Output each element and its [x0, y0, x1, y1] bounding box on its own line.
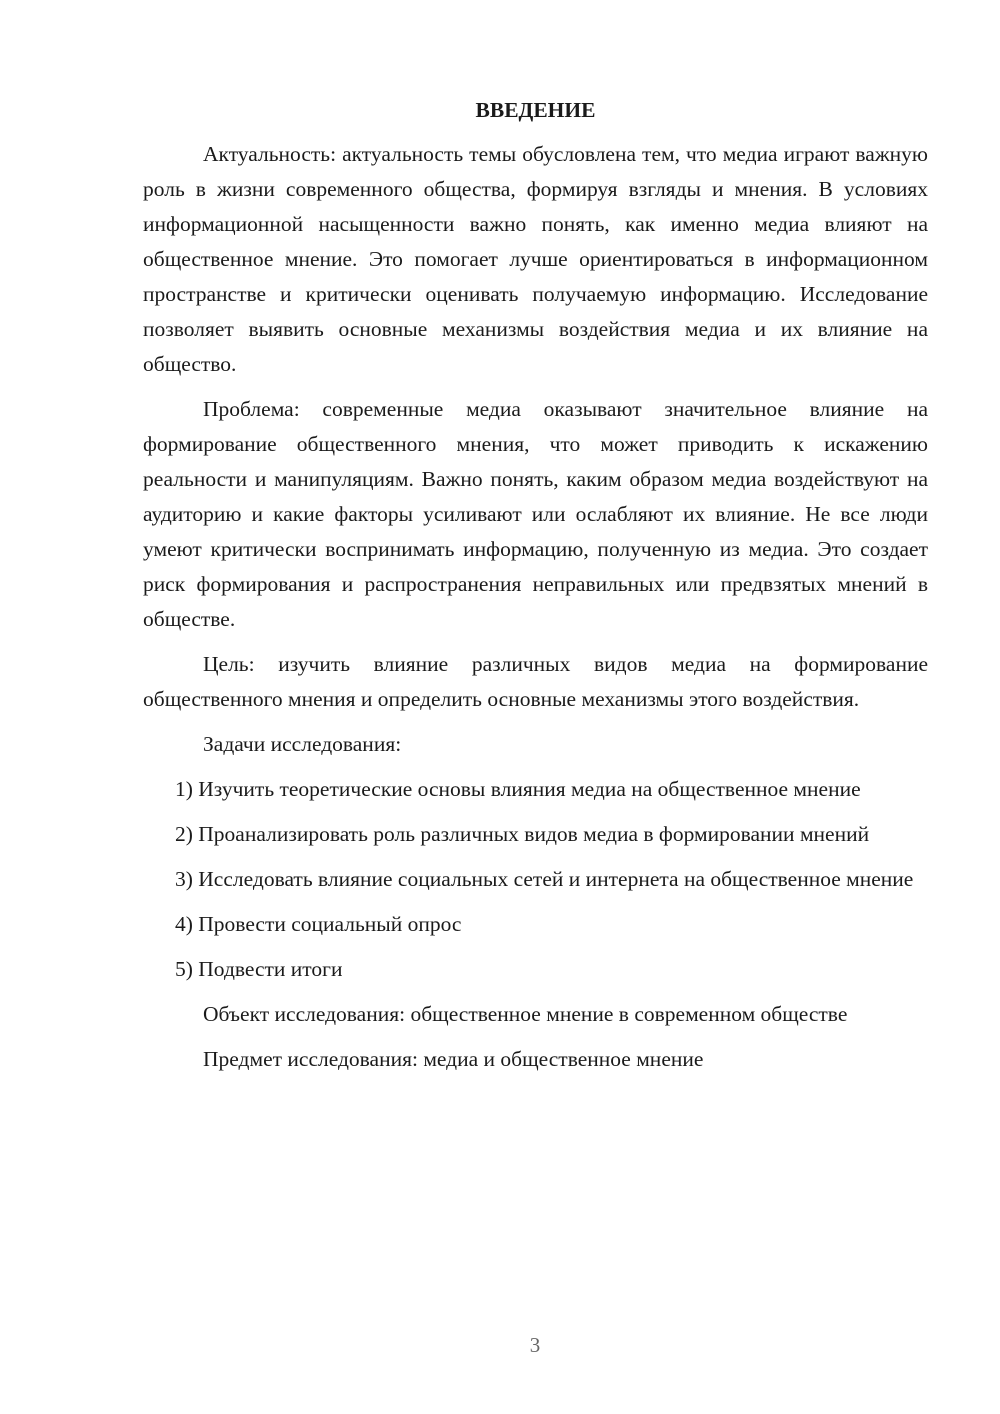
page-number: 3 [529, 1333, 541, 1357]
task-item: 2) Проанализировать роль различных видов медиа в формировании мнений [175, 822, 870, 846]
page-content [143, 93, 928, 1087]
task-item: 1) Изучить теоретические основы влияния медиа на общественное мнение [175, 777, 861, 801]
goal-paragraph: Цель: изучить влияние различных видов медиа на формирование общественного мнения и определить основные механизмы этого воздействия. [143, 652, 928, 711]
problem-paragraph: Проблема: современные медиа оказывают значительное влияние на формирование общественного мнения, что может приводить к искажению реальности и манипуляциям. Важно понять, каким образом медиа воздействуют на аудиторию и какие факторы усиливают или ослабляют их влияние. Не все люди умеют критически воспринимать информацию, полученную из медиа. Это создает риск формирования и распространения неправильных или предвзятых мнений в обществе. [143, 397, 928, 631]
task-item: 3) Исследовать влияние социальных сетей и интернета на общественное мнение [175, 867, 914, 891]
tasks-intro: Задачи исследования: [203, 732, 402, 756]
relevance-paragraph: Актуальность: актуальность темы обусловлена тем, что медиа играют важную роль в жизни современного общества, формируя взгляды и мнения. В условиях информационной насыщенности важно понять, как именно медиа влияют на общественное мнение. Это помогает лучше ориентироваться в информационном пространстве и критически оценивать получаемую информацию. Исследование позволяет выявить основные механизмы воздействия медиа и их влияние на общество. [143, 142, 928, 376]
tasks-list [143, 772, 928, 987]
task-item: 5) Подвести итоги [175, 957, 343, 981]
task-item: 4) Провести социальный опрос [175, 912, 462, 936]
object-paragraph: Объект исследования: общественное мнение в современном обществе [203, 1002, 848, 1026]
section-heading: ВВЕДЕНИЕ [475, 98, 596, 122]
subject-paragraph: Предмет исследования: медиа и общественное мнение [203, 1047, 704, 1071]
